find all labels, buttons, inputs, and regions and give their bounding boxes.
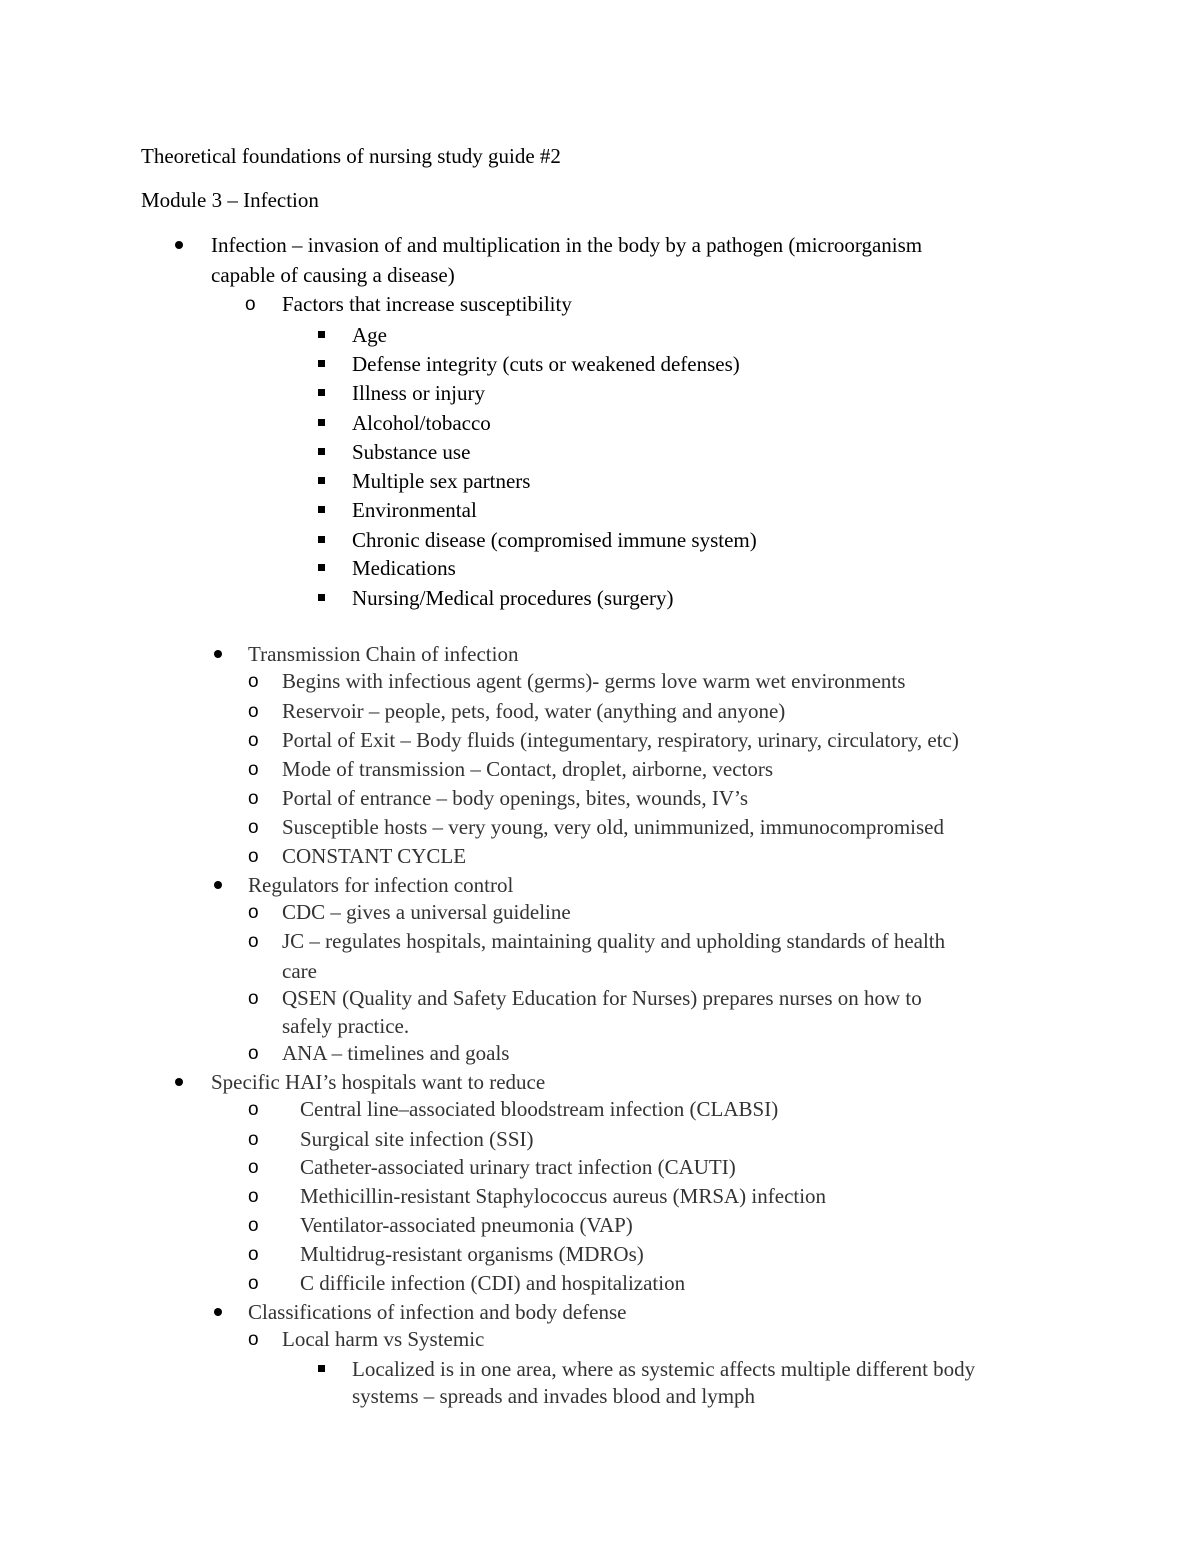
- hai-item: Catheter-associated urinary tract infection (CAUTI): [300, 1155, 736, 1179]
- bullet-circle-icon: o: [248, 701, 259, 722]
- chain-item: Susceptible hosts – very young, very old, unimmunized, immunocompromised: [282, 815, 945, 839]
- bullet-square-icon: [318, 448, 325, 455]
- classification-detail-line1: Localized is in one area, where as systemic affects multiple different body: [352, 1357, 976, 1381]
- bullet-circle-icon: o: [248, 1215, 259, 1236]
- bullet-circle-icon: o: [248, 1329, 259, 1350]
- bullet-circle-icon: o: [248, 902, 259, 923]
- bullet-square-icon: [318, 506, 325, 513]
- chain-item: Reservoir – people, pets, food, water (anything and anyone): [282, 699, 786, 723]
- factor-item: Alcohol/tobacco: [352, 411, 491, 435]
- bullet-circle-icon: o: [248, 1244, 259, 1265]
- bullet-circle-icon: o: [248, 788, 259, 809]
- hai-item: Ventilator-associated pneumonia (VAP): [300, 1213, 633, 1237]
- bullet-dot-icon: [214, 650, 222, 658]
- bullet-square-icon: [318, 389, 325, 396]
- bullet-circle-icon: o: [248, 817, 259, 838]
- bullet-square-icon: [318, 331, 325, 338]
- bullet-square-icon: [318, 594, 325, 601]
- bullet-circle-icon: o: [248, 759, 259, 780]
- bullet-circle-icon: o: [248, 1157, 259, 1178]
- regulators-label: Regulators for infection control: [248, 873, 514, 897]
- regulator-cdc: CDC – gives a universal guideline: [282, 900, 571, 924]
- module-heading: Module 3 – Infection: [141, 188, 319, 212]
- classification-detail-line2: systems – spreads and invades blood and lymph: [352, 1384, 756, 1408]
- chain-item: CONSTANT CYCLE: [282, 844, 467, 868]
- regulator-jc-line1: JC – regulates hospitals, maintaining quality and upholding standards of health: [282, 929, 946, 953]
- factor-item: Medications: [352, 556, 456, 580]
- bullet-square-icon: [318, 419, 325, 426]
- bullet-dot-icon: [214, 881, 222, 889]
- hai-item: C difficile infection (CDI) and hospitalization: [300, 1271, 686, 1295]
- bullet-circle-icon: o: [248, 988, 259, 1009]
- hai-item: Central line–associated bloodstream infection (CLABSI): [300, 1097, 779, 1121]
- bullet-square-icon: [318, 477, 325, 484]
- chain-item: Portal of entrance – body openings, bites, wounds, IV’s: [282, 786, 749, 810]
- bullet-square-icon: [318, 1365, 325, 1372]
- bullet-square-icon: [318, 536, 325, 543]
- factor-item: Environmental: [352, 498, 477, 522]
- classifications-label: Classifications of infection and body defense: [248, 1300, 627, 1324]
- factor-item: Age: [352, 323, 387, 347]
- regulator-ana: ANA – timelines and goals: [282, 1041, 510, 1065]
- hai-label: Specific HAI’s hospitals want to reduce: [211, 1070, 546, 1094]
- bullet-dot-icon: [175, 1078, 183, 1086]
- factor-item: Defense integrity (cuts or weakened defenses): [352, 352, 740, 376]
- bullet-circle-icon: o: [248, 846, 259, 867]
- bullet-dot-icon: [214, 1308, 222, 1316]
- bullet-circle-icon: o: [248, 1099, 259, 1120]
- regulator-jc-line2: care: [282, 959, 317, 983]
- chain-item: Begins with infectious agent (germs)- germs love warm wet environments: [282, 669, 906, 693]
- factor-item: Substance use: [352, 440, 471, 464]
- hai-item: Methicillin-resistant Staphylococcus aureus (MRSA) infection: [300, 1184, 827, 1208]
- factors-label: Factors that increase susceptibility: [282, 292, 572, 316]
- bullet-dot-icon: [175, 241, 183, 249]
- chain-item: Portal of Exit – Body fluids (integumentary, respiratory, urinary, circulatory, etc): [282, 728, 959, 752]
- hai-item: Surgical site infection (SSI): [300, 1127, 534, 1151]
- chain-item: Mode of transmission – Contact, droplet, airborne, vectors: [282, 757, 774, 781]
- bullet-circle-icon: o: [248, 1043, 259, 1064]
- bullet-circle-icon: o: [248, 1186, 259, 1207]
- bullet-square-icon: [318, 360, 325, 367]
- factor-item: Chronic disease (compromised immune system): [352, 528, 757, 552]
- regulator-qsen-line2: safely practice.: [282, 1014, 410, 1038]
- chain-label: Transmission Chain of infection: [248, 642, 519, 666]
- regulator-qsen-line1: QSEN (Quality and Safety Education for Nurses) prepares nurses on how to: [282, 986, 922, 1010]
- factor-item: Nursing/Medical procedures (surgery): [352, 586, 674, 610]
- bullet-circle-icon: o: [248, 1273, 259, 1294]
- factor-item: Multiple sex partners: [352, 469, 531, 493]
- bullet-circle-icon: o: [248, 730, 259, 751]
- doc-title: Theoretical foundations of nursing study guide #2: [141, 144, 561, 168]
- bullet-circle-icon: o: [248, 931, 259, 952]
- bullet-circle-icon: o: [245, 294, 256, 315]
- bullet-square-icon: [318, 564, 325, 571]
- classification-sub-label: Local harm vs Systemic: [282, 1327, 485, 1351]
- factor-item: Illness or injury: [352, 381, 485, 405]
- infection-definition-line2: capable of causing a disease): [211, 263, 455, 287]
- bullet-circle-icon: o: [248, 671, 259, 692]
- infection-definition-line1: Infection – invasion of and multiplication in the body by a pathogen (microorganism: [211, 233, 923, 257]
- hai-item: Multidrug-resistant organisms (MDROs): [300, 1242, 644, 1266]
- bullet-circle-icon: o: [248, 1129, 259, 1150]
